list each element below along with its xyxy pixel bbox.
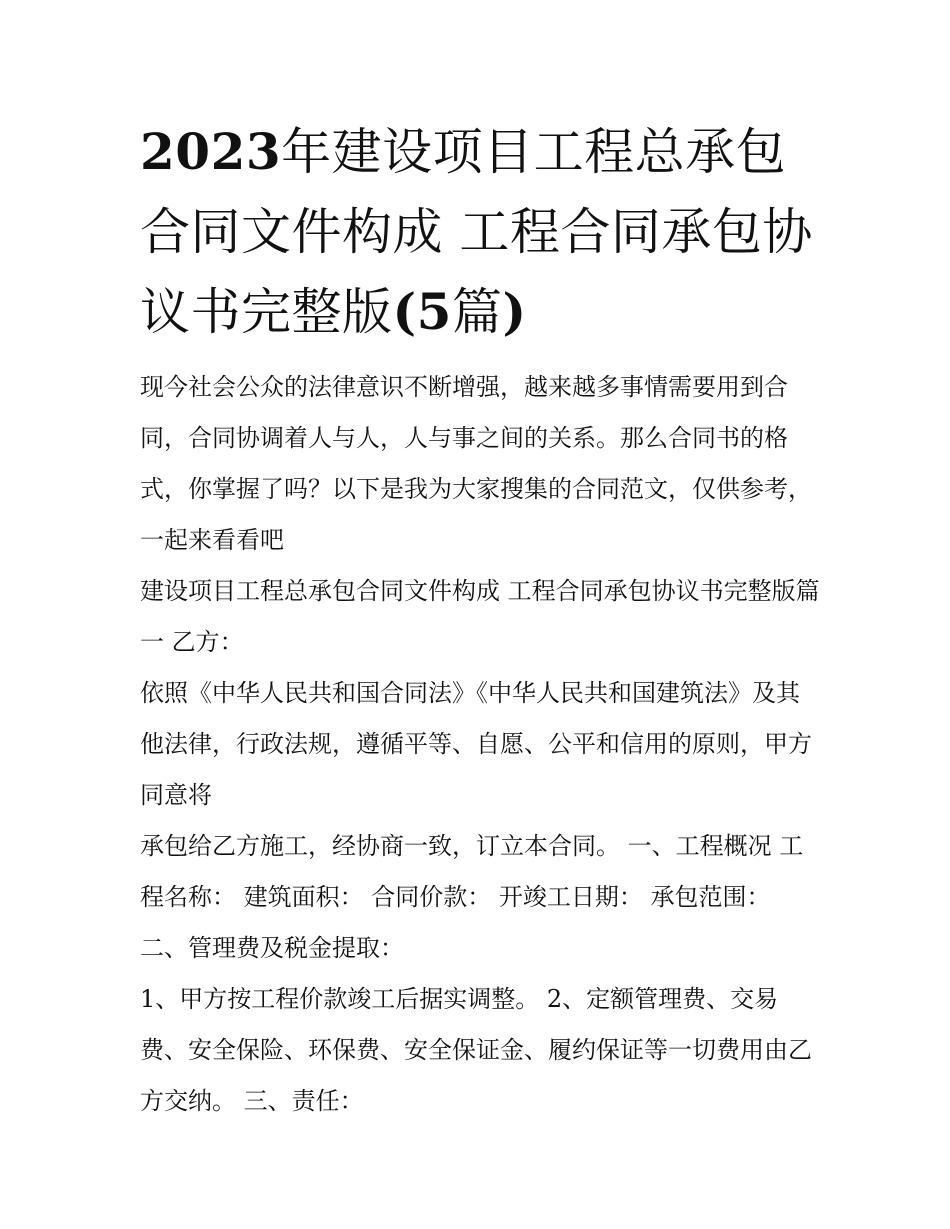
section-heading-paragraph: 建设项目工程总承包合同文件构成 工程合同承包协议书完整版篇一 乙方： [140, 577, 820, 656]
document-page [140, 112, 820, 1127]
title-year: 2023 [140, 122, 282, 181]
fees-paragraph: 1、甲方按工程价款竣工后据实调整。 2、定额管理费、交易费、安全保险、环保费、安全保证金、履约保证等一切费用由乙方交纳。 三、责任： [140, 985, 812, 1115]
project-overview-paragraph: 承包给乙方施工，经协商一致，订立本合同。 一、工程概况 工程名称： 建筑面积： 合同价款： 开竣工日期： 承包范围： 二、管理费及税金提取： [140, 832, 804, 962]
legal-basis-paragraph: 依照《中华人民共和国合同法》《中华人民共和国建筑法》及其他法律，行政法规，遵循平等、自愿、公平和信用的原则，甲方同意将 [140, 679, 812, 809]
title-unit: 篇 [451, 283, 503, 341]
intro-paragraph: 现今社会公众的法律意识不断增强，越来越多事情需要用到合同，合同协调着人与人，人与事之间的关系。那么合同书的格式，你掌握了吗？以下是我为大家搜集的合同范文，仅供参考，一起来看看吧 [140, 373, 812, 554]
document-title [140, 112, 820, 352]
title-main: 年建设项目工程总承包合同文件构成 工程合同承包协议书完整版 [140, 123, 813, 341]
title-close: ) [502, 282, 527, 341]
title-count: (5 [392, 282, 452, 341]
